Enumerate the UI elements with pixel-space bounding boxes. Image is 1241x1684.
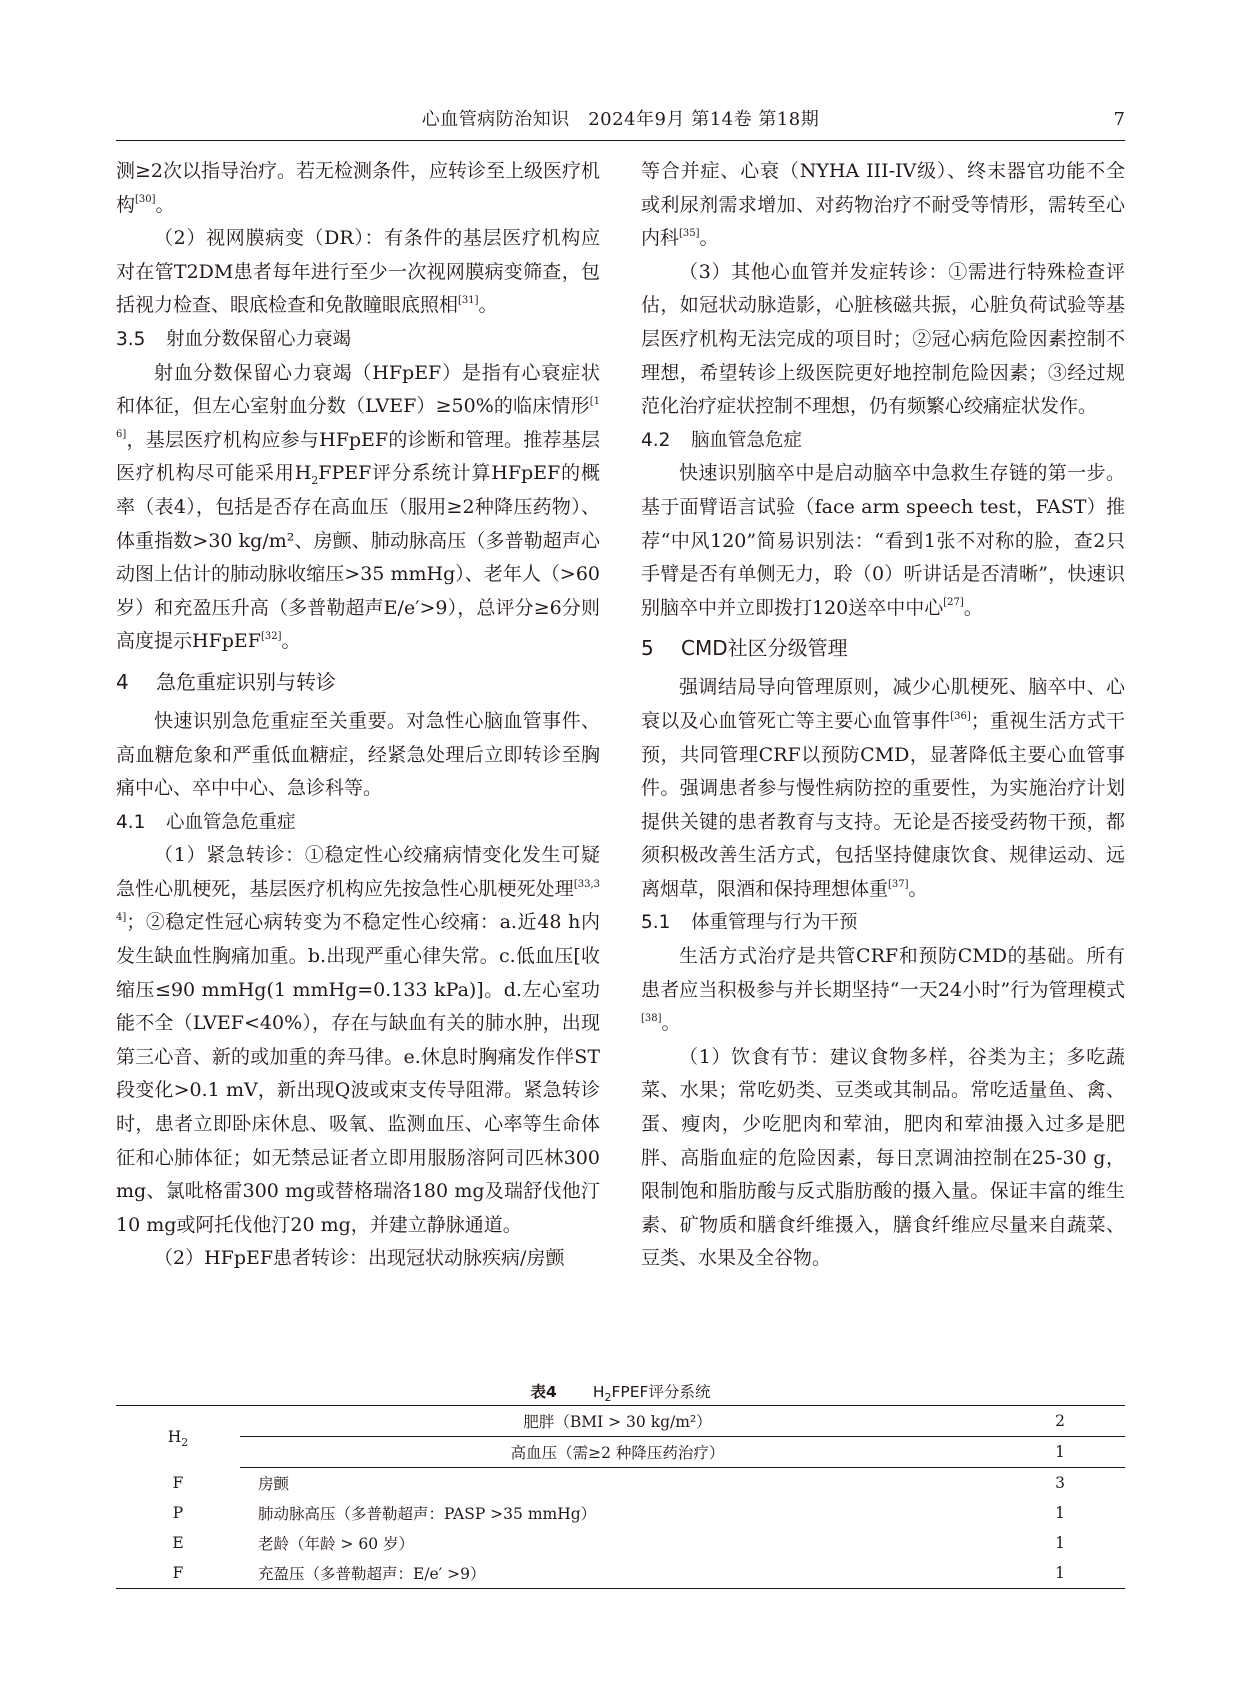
paragraph-text: ，基层医疗机构应参与HFpEF的诊断和管理。推荐基层医疗机构尽可能采用H	[116, 428, 600, 485]
paragraph-text: 强调结局导向管理原则，减少心肌梗死、脑卒中、心衰以及心血管死亡等主要心血管事件	[641, 676, 1125, 732]
header-rule	[116, 140, 1125, 141]
section-number: 4.2	[641, 429, 671, 451]
letter-cell: E	[172, 1534, 184, 1552]
paragraph-text: 。	[478, 294, 498, 317]
citation: [38]	[641, 1012, 662, 1024]
section-heading-4-2	[641, 424, 1125, 458]
table-title-subscript: 2	[604, 1391, 612, 1405]
letter-cell: F	[116, 1558, 240, 1589]
paragraph-text: 。	[963, 596, 983, 619]
criterion-cell: 充盈压（多普勒超声：E/e′ >9）	[240, 1558, 995, 1589]
paragraph	[641, 457, 1125, 625]
paragraph-text: （2）视网膜病变（DR）：有条件的基层医疗机构应对在管T2DM患者每年进行至少一次视网膜病变筛查，包括视力检查、眼底检查和免散瞳眼底照相	[116, 227, 600, 317]
letter-cell: P	[172, 1504, 184, 1522]
paragraph	[641, 940, 1125, 1041]
criterion-cell: 老龄（年龄 > 60 岁）	[258, 1535, 414, 1553]
section-heading-4	[116, 665, 600, 699]
paragraph-text: FPEF评分系统计算HFpEF的概率（表4），包括是否存在高血压（服用≥2种降压药物）、体重指数>30 kg/m²、房颤、肺动脉高压（多普勒超声心动图上估计的肺动脉收缩压>35 mmHg）、老年人（>60岁）和充盈压升高（多普勒超声E/e′>9），总评分≥6分则高度提示HFpEF	[116, 462, 600, 653]
section-number: 5	[641, 636, 654, 661]
section-heading-3-5	[116, 323, 600, 357]
paragraph-text: 。	[661, 1012, 681, 1035]
page-number: 7	[1113, 109, 1125, 130]
citation: [35]	[679, 227, 700, 239]
points-cell: 1	[1055, 1504, 1065, 1522]
table-row	[116, 1498, 1125, 1528]
paragraph-text: 射血分数保留心力衰竭（HFpEF）是指有心衰症状和体征，但左心室射血分数（LVEF）≥50%的临床情形	[116, 361, 600, 418]
paragraph-text: 测≥2次以指导治疗。若无检测条件，应转诊至上级医疗机构	[116, 160, 601, 216]
criterion-cell: 房颤	[258, 1475, 290, 1493]
paragraph-text: 生活方式治疗是共管CRF和预防CMD的基础。所有患者应当积极参与并长期坚持“一天24小时”行为管理模式	[641, 945, 1125, 1001]
paragraph-text: 等合并症、心衰（NYHA III-IV级）、终末器官功能不全或利尿剂需求增加、对药物治疗不耐受等情形，需转至心内科	[641, 160, 1125, 250]
section-title: 急危重症识别与转诊	[156, 669, 336, 694]
citation: [27]	[943, 597, 964, 609]
points-cell: 1	[1055, 1534, 1065, 1552]
paragraph-text: （1）饮食有节：建议食物多样，谷类为主；多吃蔬菜、水果；常吃奶类、豆类或其制品。常吃适量鱼、禽、蛋、瘦肉，少吃肥肉和荤油，肥肉和荤油摄入过多是肥胖、高脂血症的危险因素，每日烹调油控制在25-30 g，限制饱和脂肪酸与反式脂肪酸的摄入量。保证丰富的维生素、矿物质和膳食纤维摄入，膳食纤维应尽量来自蔬菜、豆类、水果及全谷物。	[641, 1045, 1125, 1270]
table-caption	[0, 1382, 1241, 1405]
criterion-cell: 肺动脉高压（多普勒超声：PASP >35 mmHg）	[258, 1505, 597, 1523]
citation: [32]	[260, 630, 282, 642]
paragraph	[641, 256, 1125, 424]
paragraph-text: （3）其他心血管并发症转诊：①需进行特殊检查评估，如冠状动脉造影，心脏核磁共振，心脏负荷试验等基层医疗机构无法完成的项目时；②冠心病危险因素控制不理想，希望转诊上级医院更好地控制危险因素；③经过规范化治疗症状控制不理想，仍有频繁心绞痛症状发作。	[641, 260, 1125, 418]
subscript: 2	[181, 1435, 189, 1449]
table-row	[116, 1468, 1125, 1499]
table-title-prefix: H	[592, 1383, 605, 1401]
section-title: 体重管理与行为干预	[691, 912, 858, 934]
table-row	[116, 1406, 1125, 1437]
letter-cell: F	[172, 1473, 184, 1492]
h2fpef-table	[116, 1405, 1125, 1589]
section-title: 心血管急危重症	[166, 811, 296, 833]
paragraph-text: 。	[908, 877, 928, 900]
row-letter-h2	[116, 1406, 240, 1468]
journal-title: 心血管病防治知识 2024年9月 第14卷 第18期	[421, 109, 820, 130]
section-number: 5.1	[641, 912, 671, 934]
section-heading-4-1	[116, 806, 600, 840]
letter: H	[167, 1427, 182, 1446]
citation: [33,34]	[116, 878, 600, 924]
points-cell: 1	[995, 1437, 1125, 1468]
left-column	[116, 155, 600, 1276]
paragraph-text: 。	[699, 227, 719, 250]
paragraph-text: （2）HFpEF患者转诊：出现冠状动脉疾病/房颤	[154, 1247, 565, 1270]
paragraph	[116, 1242, 600, 1276]
right-column	[641, 155, 1125, 1276]
points-cell: 2	[995, 1406, 1125, 1437]
running-head	[116, 108, 1125, 132]
paragraph	[641, 1041, 1125, 1276]
criterion-cell: 肥胖（BMI > 30 kg/m²）	[240, 1406, 995, 1437]
paragraph	[116, 839, 600, 1242]
paragraph	[116, 155, 600, 222]
section-number: 3.5	[116, 328, 146, 350]
citation: [37]	[888, 878, 909, 890]
citation: [36]	[950, 710, 971, 722]
paragraph-text: ；②稳定性冠心病转变为不稳定性心绞痛：a.近48 h内发生缺血性胸痛加重。b.出现严重心律失常。c.低血压[收缩压≤90 mmHg(1 mmHg=0.133 kPa)]。d.左心室功能不全（LVEF<40%），存在与缺血有关的肺水肿，出现第三心音、新的或加重的奔马律。e.休息时胸痛发作伴ST段变化>0.1 mV，新出现Q波或束支传导阻滞。紧急转诊时，患者立即卧床休息、吸氧、监测血压、心率等生命体征和心肺体征；如无禁忌证者立即用服肠溶阿司匹林300 mg、氯吡格雷300 mg或替格瑞洛180 mg及瑞舒伐他汀10 mg或阿托伐他汀20 mg，并建立静脉通道。	[116, 911, 600, 1236]
section-title: CMD社区分级管理	[681, 636, 848, 661]
section-number: 4.1	[116, 811, 146, 833]
paragraph-text: （1）紧急转诊：①稳定性心绞痛病情变化发生可疑急性心肌梗死，基层医疗机构应先按急性心肌梗死处理	[116, 844, 600, 900]
criterion-cell: 高血压（需≥2 种降压药治疗）	[240, 1437, 995, 1468]
table-number: 表4	[530, 1383, 557, 1401]
points-cell: 1	[995, 1558, 1125, 1589]
paragraph	[641, 671, 1125, 906]
paragraph-text: ；重视生活方式干预，共同管理CRF以预防CMD，显著降低主要心血管事件。强调患者参与慢性病防控的重要性，为实施治疗计划提供关键的患者教育与支持。无论是否接受药物干预，都须积极改善生活方式，包括坚持健康饮食、规律运动、远离烟草，限酒和保持理想体重	[641, 709, 1125, 900]
paragraph	[116, 357, 600, 659]
citation: [16]	[116, 395, 600, 441]
section-title: 射血分数保留心力衰竭	[166, 328, 352, 350]
section-number: 4	[116, 669, 129, 694]
citation: [31]	[458, 295, 479, 307]
paragraph-text: 。	[281, 630, 301, 653]
section-heading-5-1	[641, 906, 1125, 940]
section-heading-5	[641, 631, 1125, 665]
table-row	[116, 1528, 1125, 1558]
table-row	[116, 1558, 1125, 1589]
paragraph	[641, 155, 1125, 256]
subscript: 2	[311, 474, 319, 488]
paragraph	[116, 222, 600, 323]
section-title: 脑血管急危症	[691, 429, 803, 451]
points-cell: 3	[1055, 1474, 1065, 1492]
table-row	[116, 1437, 1125, 1468]
citation: [30]	[135, 194, 156, 206]
table-title: FPEF评分系统	[611, 1383, 711, 1401]
paragraph-text: 。	[155, 193, 175, 216]
paragraph-text: 快速识别脑卒中是启动脑卒中急救生存链的第一步。基于面臂语言试验（face arm speech test，FAST）推荐“中风120”简易识别法：“看到1张不对称的脸，查2只手臂是否有单侧无力，聆（0）听讲话是否清晰”，快速识别脑卒中并立即拨打120送卒中中心	[641, 462, 1125, 619]
paragraph	[116, 705, 600, 806]
paragraph-text: 快速识别急危重症至关重要。对急性心脑血管事件、高血糖危象和严重低血糖症，经紧急处理后立即转诊至胸痛中心、卒中中心、急诊科等。	[116, 709, 600, 800]
